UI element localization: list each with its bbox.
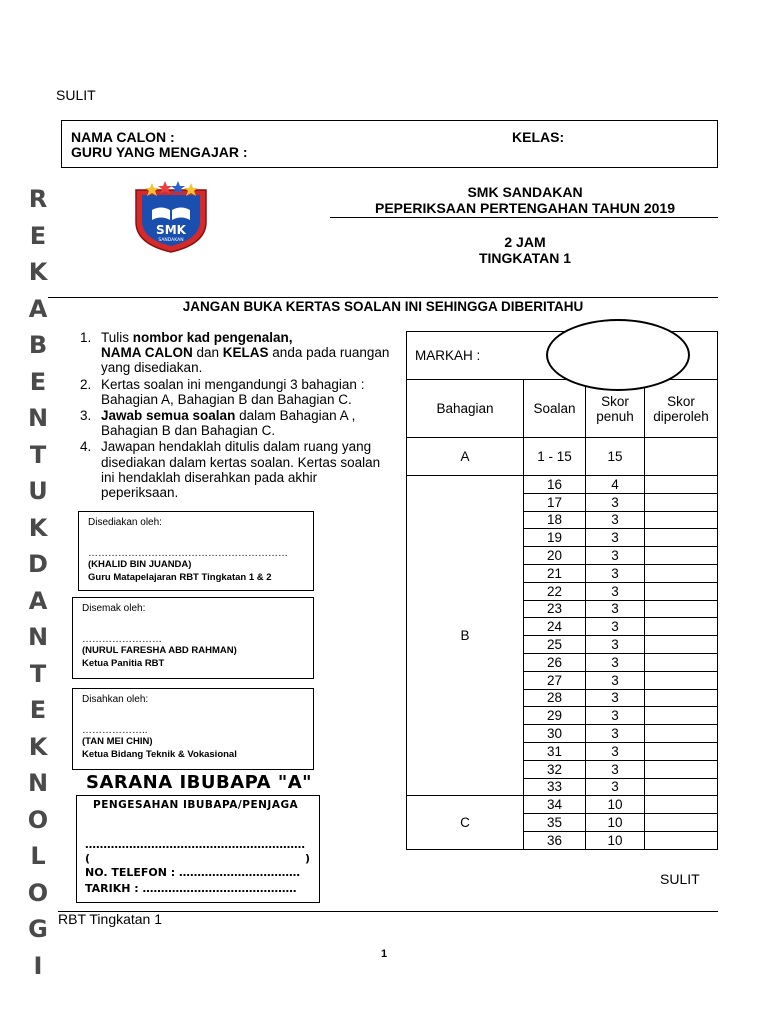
markah-cell: MARKAH :: [407, 332, 718, 380]
question-number: 17: [524, 493, 586, 511]
section-b-label: B: [407, 476, 524, 796]
score-input-cell[interactable]: [645, 796, 718, 814]
score-input-cell[interactable]: [645, 689, 718, 707]
exam-level: TINGKATAN 1: [478, 250, 572, 266]
exam-title: PEPERIKSAAN PERTENGAHAN TAHUN 2019: [374, 200, 675, 216]
header-skor-diperoleh: Skor diperoleh: [645, 380, 718, 438]
question-number: 30: [524, 725, 586, 743]
full-score: 3: [586, 600, 645, 618]
full-score: 10: [586, 796, 645, 814]
question-number: 33: [524, 778, 586, 796]
section-a-soalan: 1 - 15: [524, 438, 586, 476]
full-score: 3: [586, 742, 645, 760]
section-b-row: [407, 476, 718, 494]
signature-box-checked: Disemak oleh: …………………… (NURUL FARESHA ABD RAHMAN) Ketua Panitia RBT: [72, 597, 314, 679]
question-number: 25: [524, 636, 586, 654]
score-input-cell[interactable]: [645, 707, 718, 725]
question-number: 26: [524, 653, 586, 671]
signatory-name: (TAN MEI CHIN): [82, 736, 153, 747]
divider: [48, 297, 718, 298]
full-score: 3: [586, 671, 645, 689]
header-skor-penuh: Skor penuh: [586, 380, 645, 438]
exam-meta: [340, 234, 710, 266]
parent-banner: SARANA IBUBAPA "A": [86, 772, 313, 793]
question-number: 28: [524, 689, 586, 707]
instruction-item: 4. Jawapan hendaklah ditulis dalam ruang yang disediakan dalam kertas soalan. Kertas soalan ini hendaklah diserahkan pada akhir peperiksaan.: [80, 439, 381, 501]
page-number: 1: [380, 948, 388, 960]
section-c-row: [407, 796, 718, 814]
sulit-label-bottom: SULIT: [660, 871, 700, 887]
signatory-position: Guru Matapelajaran RBT Tingkatan 1 & 2: [88, 572, 272, 583]
score-input-cell[interactable]: [645, 653, 718, 671]
score-input-cell[interactable]: [645, 760, 718, 778]
full-score: 3: [586, 582, 645, 600]
signatory-position: Ketua Panitia RBT: [82, 658, 165, 669]
question-number: 21: [524, 564, 586, 582]
school-heading: [340, 184, 710, 216]
score-input-cell[interactable]: [645, 438, 718, 476]
score-input-cell[interactable]: [645, 725, 718, 743]
phone-field: NO. TELEFON : ……………………………: [85, 866, 300, 879]
question-number: 18: [524, 511, 586, 529]
divider: [330, 217, 718, 218]
score-input-cell[interactable]: [645, 529, 718, 547]
instructions-list: [76, 330, 396, 501]
signatory-name: (KHALID BIN JUANDA): [88, 559, 192, 570]
full-score: 3: [586, 511, 645, 529]
exam-duration: 2 JAM: [504, 234, 546, 250]
school-name: SMK SANDAKAN: [467, 184, 583, 200]
full-score: 3: [586, 547, 645, 565]
full-score: 3: [586, 689, 645, 707]
score-input-cell[interactable]: [645, 636, 718, 654]
section-a-label: A: [407, 438, 524, 476]
signature-box-approved: Disahkan oleh: ……………….. (TAN MEI CHIN) Ketua Bidang Teknik & Vokasional: [72, 688, 314, 770]
section-a-skor: 15: [586, 438, 645, 476]
score-input-cell[interactable]: [645, 476, 718, 494]
signatory-name: (NURUL FARESHA ABD RAHMAN): [82, 645, 237, 656]
question-number: 23: [524, 600, 586, 618]
full-score: 3: [586, 564, 645, 582]
full-score: 3: [586, 493, 645, 511]
instruction-item: 3. Jawab semua soalan dalam Bahagian A , Bahagian B dan Bahagian C.: [80, 408, 356, 439]
question-number: 35: [524, 814, 586, 832]
parent-confirmation-box: PENGESAHAN IBUBAPA/PENJAGA …………………………………………………… ( ) NO. TELEFON : …………………………… TARIKH : ……………………………………: [76, 795, 320, 903]
full-score: 3: [586, 636, 645, 654]
header-bahagian: Bahagian: [407, 380, 524, 438]
question-number: 20: [524, 547, 586, 565]
score-input-cell[interactable]: [645, 511, 718, 529]
question-number: 22: [524, 582, 586, 600]
score-table: [406, 331, 718, 850]
score-input-cell[interactable]: [645, 547, 718, 565]
full-score: 3: [586, 653, 645, 671]
question-number: 27: [524, 671, 586, 689]
side-vertical-text: R E K A B E N T U K D A N T E K N O L O G I: [27, 185, 49, 980]
instruction-item: 1. Tulis nombor kad pengenalan, NAMA CALON dan KELAS anda pada ruangan yang disediakan.: [80, 330, 390, 376]
svg-text:SANDAKAN: SANDAKAN: [158, 238, 184, 243]
question-number: 29: [524, 707, 586, 725]
svg-text:SMK: SMK: [156, 223, 186, 237]
markah-circle: [546, 319, 690, 391]
score-input-cell[interactable]: [645, 618, 718, 636]
school-logo: [130, 178, 212, 254]
full-score: 3: [586, 760, 645, 778]
date-field: TARIKH : ……………………………………: [85, 882, 297, 895]
teacher-label: GURU YANG MENGAJAR :: [71, 144, 248, 160]
full-score: 4: [586, 476, 645, 494]
score-input-cell[interactable]: [645, 582, 718, 600]
question-number: 16: [524, 476, 586, 494]
full-score: 3: [586, 778, 645, 796]
signature-box-prepared: Disediakan oleh: …………………………………………………… (KHALID BIN JUANDA) Guru Matapelajaran RBT Tingkatan 1 & 2: [78, 511, 314, 591]
candidate-info-box: [61, 120, 718, 168]
full-score: 3: [586, 618, 645, 636]
full-score: 3: [586, 725, 645, 743]
score-input-cell[interactable]: [645, 600, 718, 618]
score-input-cell[interactable]: [645, 778, 718, 796]
header-soalan: Soalan: [524, 380, 586, 438]
score-input-cell[interactable]: [645, 493, 718, 511]
signatory-position: Ketua Bidang Teknik & Vokasional: [82, 749, 237, 760]
score-input-cell[interactable]: [645, 671, 718, 689]
candidate-name-label: NAMA CALON :: [71, 129, 175, 145]
question-number: 24: [524, 618, 586, 636]
question-number: 34: [524, 796, 586, 814]
class-label: KELAS:: [512, 129, 565, 145]
parent-box-title: PENGESAHAN IBUBAPA/PENJAGA: [93, 799, 299, 811]
sulit-label-top: SULIT: [56, 87, 96, 103]
full-score: 3: [586, 529, 645, 547]
full-score: 10: [586, 831, 645, 849]
score-input-cell[interactable]: [645, 742, 718, 760]
question-number: 31: [524, 742, 586, 760]
question-number: 19: [524, 529, 586, 547]
footer-subject: RBT Tingkatan 1: [58, 911, 163, 927]
question-number: 36: [524, 831, 586, 849]
question-number: 32: [524, 760, 586, 778]
warning-text: JANGAN BUKA KERTAS SOALAN INI SEHINGGA DIBERITAHU: [182, 299, 584, 314]
score-input-cell[interactable]: [645, 814, 718, 832]
instruction-item: 2. Kertas soalan ini mengandungi 3 bahagian : Bahagian A, Bahagian B dan Bahagian C.: [80, 376, 365, 407]
full-score: 10: [586, 814, 645, 832]
score-input-cell[interactable]: [645, 564, 718, 582]
score-input-cell[interactable]: [645, 831, 718, 849]
section-c-label: C: [407, 796, 524, 849]
full-score: 3: [586, 707, 645, 725]
